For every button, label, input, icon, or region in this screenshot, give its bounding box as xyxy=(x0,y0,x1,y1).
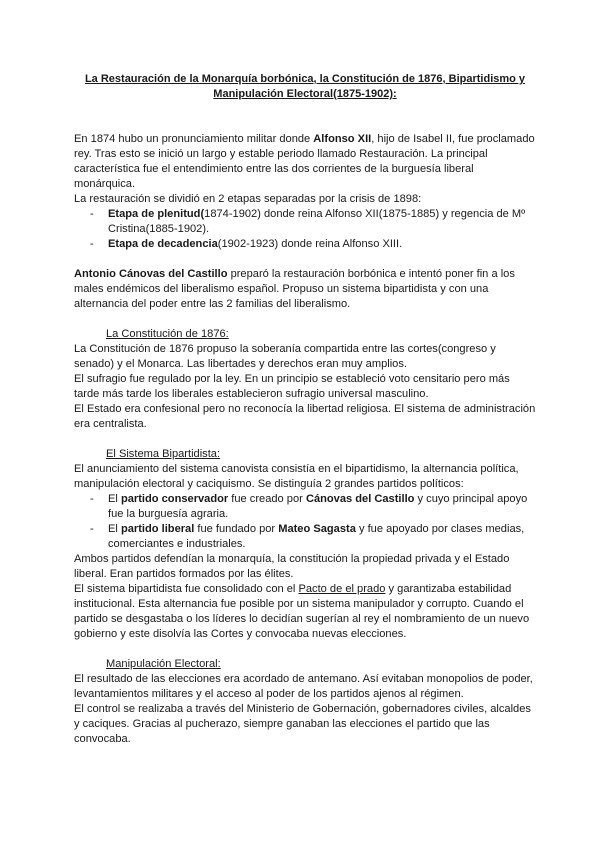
party-text: fue creado por xyxy=(228,493,306,505)
stages-intro: La restauración se dividió en 2 etapas separadas por la crisis de 1898: xyxy=(74,193,422,205)
stage-text: 1874-1902) donde reina Alfonso XII(1875-1885) y regencia de Mº Cristina(1885-1902). xyxy=(108,208,526,235)
section-heading-manipulacion: Manipulación Electoral: xyxy=(106,658,221,670)
pacto-text: El sistema bipartidista fue consolidado con el xyxy=(74,583,299,595)
intro-paragraph xyxy=(74,132,536,192)
pacto-text-rest: y garantizaba estabilidad institucional. Esta alternancia fue posible por un sistema manipulador y corrupto. Cuando el partido se desgastaba o los líderes lo decidían sugerían al rey el nombramiento de un nuevo gobierno y este disolvía las Cortes y convocaba nuevas elecciones. xyxy=(74,583,530,640)
bipartidista-p1: El anunciamiento del sistema canovista consistía en el bipartidismo, la alternancia política, manipulación electoral y caciquismo. Se distinguía 2 grandes partidos políticos: xyxy=(74,463,519,490)
intro-bold: Alfonso XII xyxy=(313,133,372,145)
bullet-dash: - xyxy=(90,238,94,250)
canovas-bold: Antonio Cánovas del Castillo xyxy=(74,268,228,280)
document-page xyxy=(74,72,536,747)
list-item xyxy=(74,492,536,522)
intro-text: En 1874 hubo un pronunciamiento militar donde xyxy=(74,133,314,145)
constitucion-p3: El Estado era confesional pero no reconocía la libertad religiosa. El sistema de administración era centralista. xyxy=(74,403,536,430)
stage-name: Etapa de plenitud( xyxy=(108,208,205,220)
bipartidista-p2: Ambos partidos defendían la monarquía, la constitución la propiedad privada y el Estado liberal. Eran partidos formados por las élites. xyxy=(74,553,510,580)
bipartidista-p3 xyxy=(74,582,536,642)
constitucion-p1: La Constitución de 1876 propuso la soberanía compartida entre las cortes(congreso y senado) y el Monarca. Las libertades y derechos eran muy amplios. xyxy=(74,343,496,370)
constitucion-p2: El sufragio fue regulado por la ley. En un principio se estableció voto censitario pero más tarde más tarde los liberales establecieron sufragio universal masculino. xyxy=(74,373,510,400)
party-name: partido liberal xyxy=(120,523,195,535)
parties-list xyxy=(74,492,536,552)
party-text: y cuyo principal apoyo fue la burguesía agraria. xyxy=(108,493,528,520)
intro-text-rest: , hijo de Isabel II, fue proclamado rey. Tras esto se inició un largo y estable periodo llamado Restauración. La principal característica fue el entendimiento entre las dos corrientes de la burguesía liberal monárquica. xyxy=(74,133,535,190)
party-leader: Cánovas del Castillo xyxy=(305,493,415,505)
stages-list xyxy=(74,207,536,252)
bullet-dash: - xyxy=(90,208,94,220)
stage-name: Etapa de decadencia xyxy=(108,238,218,250)
canovas-paragraph xyxy=(74,267,536,312)
party-text: y fue apoyado por clases medias, comerciantes e industriales. xyxy=(108,523,525,550)
pacto-link: Pacto de el prado xyxy=(298,583,386,595)
bullet-dash: - xyxy=(90,493,94,505)
stage-text: (1902-1923) donde reina Alfonso XIII. xyxy=(217,238,403,250)
party-leader: Mateo Sagasta xyxy=(278,523,356,535)
party-text: El xyxy=(108,523,121,535)
document-title: La Restauración de la Monarquía borbónica, la Constitución de 1876, Bipartidismo y Manipulación Electoral(1875-1902): xyxy=(84,73,526,100)
list-item xyxy=(74,207,536,237)
section-heading-constitucion: La Constitución de 1876: xyxy=(106,328,229,340)
party-name: partido conservador xyxy=(120,493,229,505)
bullet-dash: - xyxy=(90,523,94,535)
party-text: fue fundado por xyxy=(194,523,279,535)
canovas-text: preparó la restauración borbónica e intentó poner fin a los males endémicos del liberalismo español. Propuso un sistema bipartidista y con una alternancia del poder entre las 2 familias del liberalismo. xyxy=(74,268,515,310)
manipulacion-p1: El resultado de las elecciones era acordado de antemano. Así evitaban monopolios de poder, levantamientos militares y el acceso al poder de los partidos ajenos al régimen. xyxy=(74,673,533,700)
list-item xyxy=(74,237,536,252)
list-item xyxy=(74,522,536,552)
party-text: El xyxy=(108,493,121,505)
section-heading-bipartidista: El Sistema Bipartidista: xyxy=(106,448,221,460)
manipulacion-p2: El control se realizaba a través del Ministerio de Gobernación, gobernadores civiles, alcaldes y caciques. Gracias al pucherazo, siempre ganaban las elecciones el partido que las convocaba. xyxy=(74,703,531,745)
